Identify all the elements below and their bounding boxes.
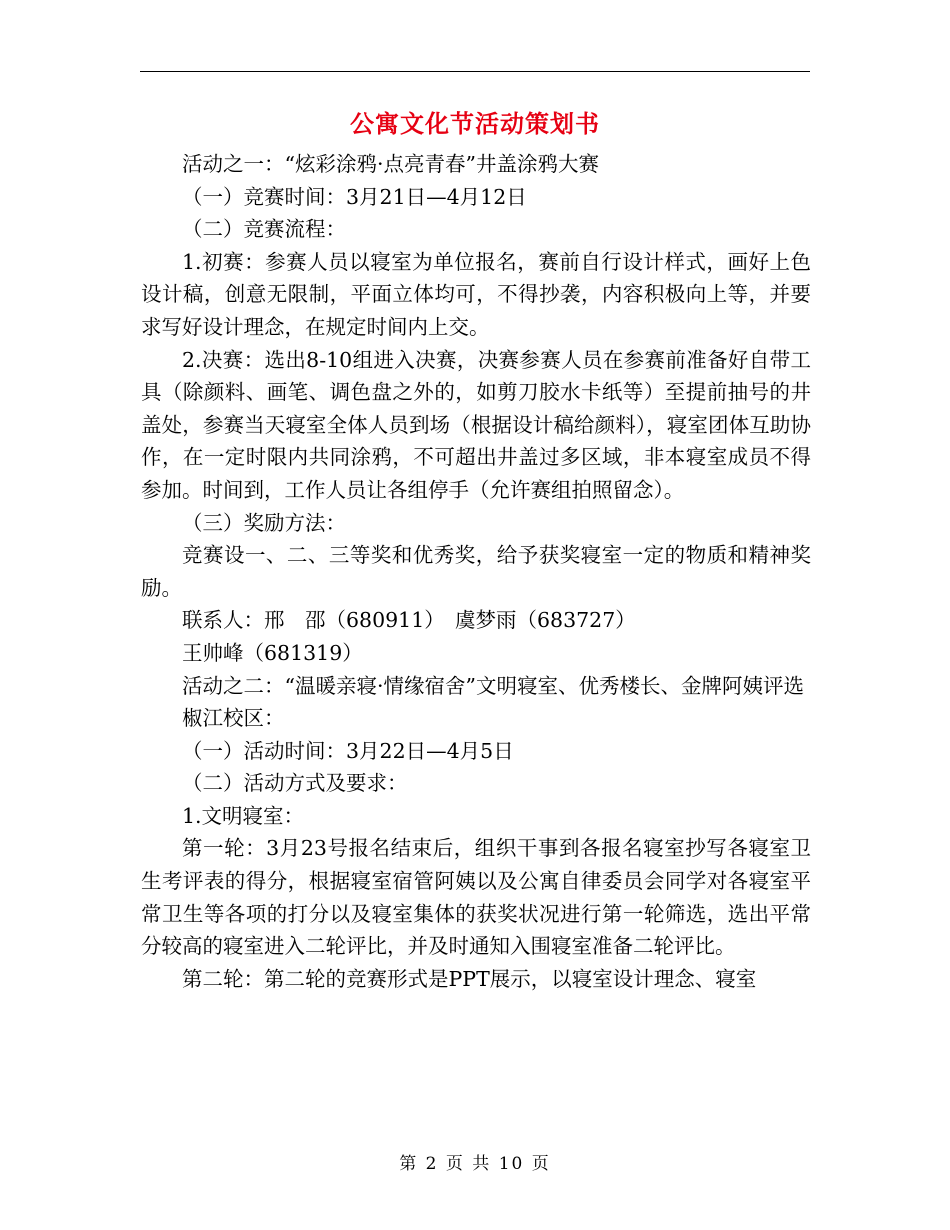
page-footer: 第 2 页 共 10 页 (399, 1154, 551, 1174)
paragraph-activity-time: （一）活动时间：3月22日—4月5日 (182, 738, 514, 763)
paragraph-contacts-continued: 王帅峰（681319） (182, 640, 363, 665)
paragraph-round-one: 第一轮：3月23号报名结束后，组织干事到各报名寝室抄写各寝室卫生考评表的得分，根据寝室宿管阿姨以及公寓自律委员会同学对各寝室平常卫生等各项的打分以及寝室集体的获奖状况进行第一轮筛选，选出平常分较高的寝室进入二轮评比，并及时通知入围寝室准备二轮评比。 (141, 836, 811, 959)
paragraph-civilized-dorm: 1.文明寝室： (182, 803, 305, 828)
header-rule (140, 71, 810, 72)
paragraph-activity-two: 活动之二：“温暖亲寝·情缘宿舍”文明寝室、优秀楼长、金牌阿姨评选 (182, 673, 804, 698)
paragraph-activity-method: （二）活动方式及要求： (182, 771, 408, 796)
paragraph-round-two: 第二轮：第二轮的竞赛形式是PPT展示，以寝室设计理念、寝室 (182, 966, 757, 991)
paragraph-competition-time: （一）竞赛时间：3月21日—4月12日 (182, 184, 527, 209)
paragraph-campus: 椒江校区： (182, 706, 285, 731)
paragraph-preliminary: 1.初赛：参赛人员以寝室为单位报名，赛前自行设计样式，画好上色设计稿，创意无限制，平面立体均可，不得抄袭，内容积极向上等，并要求写好设计理念，在规定时间内上交。 (141, 249, 811, 339)
document-body (141, 148, 811, 995)
paragraph-award-detail: 竞赛设一、二、三等奖和优秀奖，给予获奖寝室一定的物质和精神奖励。 (141, 543, 811, 600)
paragraph-competition-process: （二）竞赛流程： (182, 217, 346, 242)
paragraph-award-method: （三）奖励方法： (182, 510, 346, 535)
paragraph-contacts: 联系人：邢 邵（680911） 虞梦雨（683727） (182, 608, 636, 633)
paragraph-activity-one: 活动之一：“炫彩涂鸦·点亮青春”井盖涂鸦大赛 (182, 152, 599, 176)
document-title: 公寓文化节活动策划书 (350, 109, 600, 138)
paragraph-final: 2.决赛：选出8-10组进入决赛，决赛参赛人员在参赛前准备好自带工具（除颜料、画笔、调色盘之外的，如剪刀胶水卡纸等）至提前抽号的井盖处，参赛当天寝室全体人员到场（根据设计稿给颜料），寝室团体互助协作，在一定时限内共同涂鸦，不可超出井盖过多区域，非本寝室成员不得参加。时间到，工作人员让各组停手（允许赛组拍照留念）。 (141, 347, 811, 502)
